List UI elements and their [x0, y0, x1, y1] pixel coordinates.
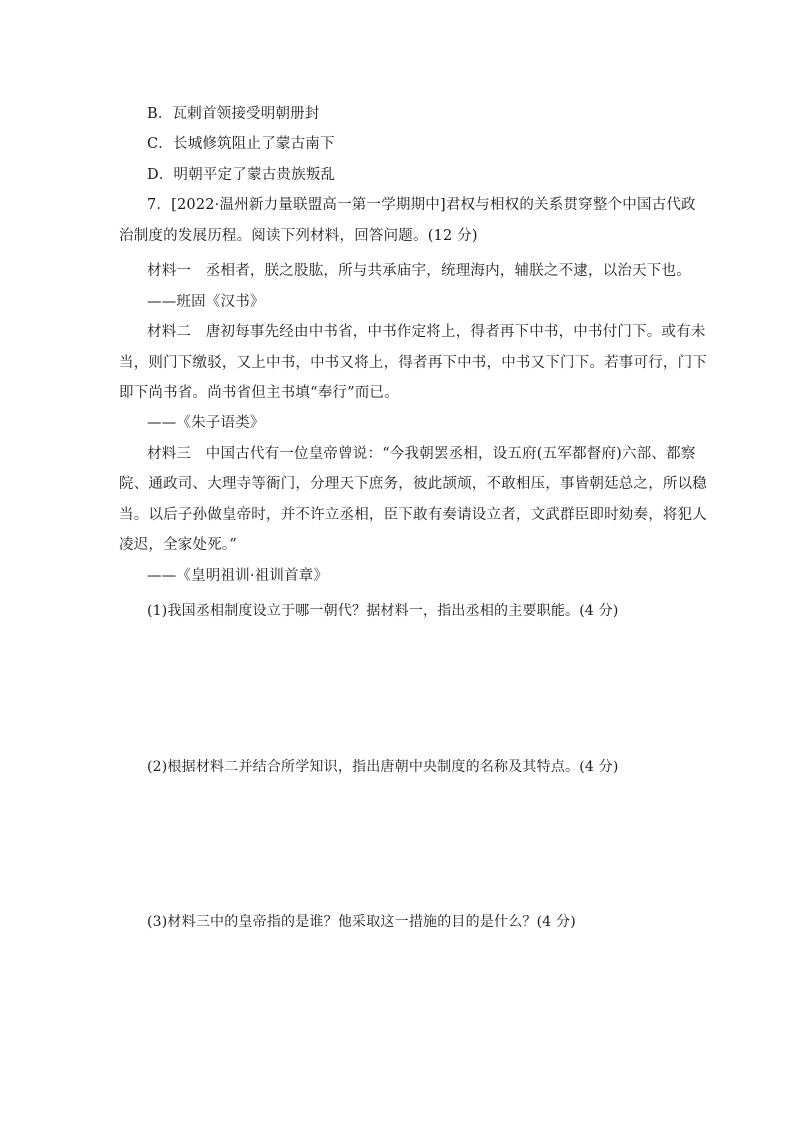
material-1-source: ——班固《汉书》 — [147, 294, 265, 310]
sub-question-2: (2)根据材料二并结合所学知识，指出唐朝中央制度的名称及其特点。(4 分) — [147, 759, 619, 775]
option-b: B．瓦剌首领接受明朝册封 — [147, 106, 320, 122]
option-c: C．长城修筑阻止了蒙古南下 — [147, 136, 335, 152]
sub-question-3: (3)材料三中的皇帝指的是谁？他采取这一措施的目的是什么？(4 分) — [147, 914, 576, 930]
material-2-line2: 当，则门下缴驳，又上中书，中书又将上，得者再下中书，中书又下门下。若事可行，门下 — [119, 355, 707, 371]
material-3-line2: 院、通政司、大理寺等衙门，分理天下庶务，彼此颉颃，不敢相压，事皆朝廷总之，所以稳 — [119, 476, 707, 492]
material-3-source: ——《皇明祖训·祖训首章》 — [147, 568, 329, 584]
material-1-text: 材料一 丞相者，朕之股肱，所与共承庙宇，统理海内，辅朕之不逮，以治天下也。 — [147, 263, 691, 279]
material-3-line3: 当。以后子孙做皇帝时，并不许立丞相，臣下敢有奏请设立者，文武群臣即时劾奏，将犯人 — [119, 507, 707, 523]
material-2-line1: 材料二 唐初每事先经由中书省，中书作定将上，得者再下中书，中书付门下。或有未 — [147, 324, 706, 340]
option-d: D．明朝平定了蒙古贵族叛乱 — [147, 167, 336, 183]
material-3-line1: 材料三 中国古代有一位皇帝曾说：“今我朝罢丞相，设五府(五军都督府)六部、都察 — [147, 446, 696, 462]
material-2-line3: 即下尚书省。尚书省但主书填“奉行”而已。 — [119, 385, 399, 401]
material-2-source: ——《朱子语类》 — [147, 415, 265, 431]
question-7-stem-line1: 7．[2022·温州新力量联盟高一第一学期期中]君权与相权的关系贯穿整个中国古代政 — [147, 197, 696, 213]
sub-question-1: (1)我国丞相制度设立于哪一朝代？据材料一，指出丞相的主要职能。(4 分) — [147, 603, 619, 619]
material-3-line4: 凌迟，全家处死。” — [119, 537, 237, 553]
question-7-stem-line2: 治制度的发展历程。阅读下列材料，回答问题。(12 分) — [119, 228, 478, 244]
